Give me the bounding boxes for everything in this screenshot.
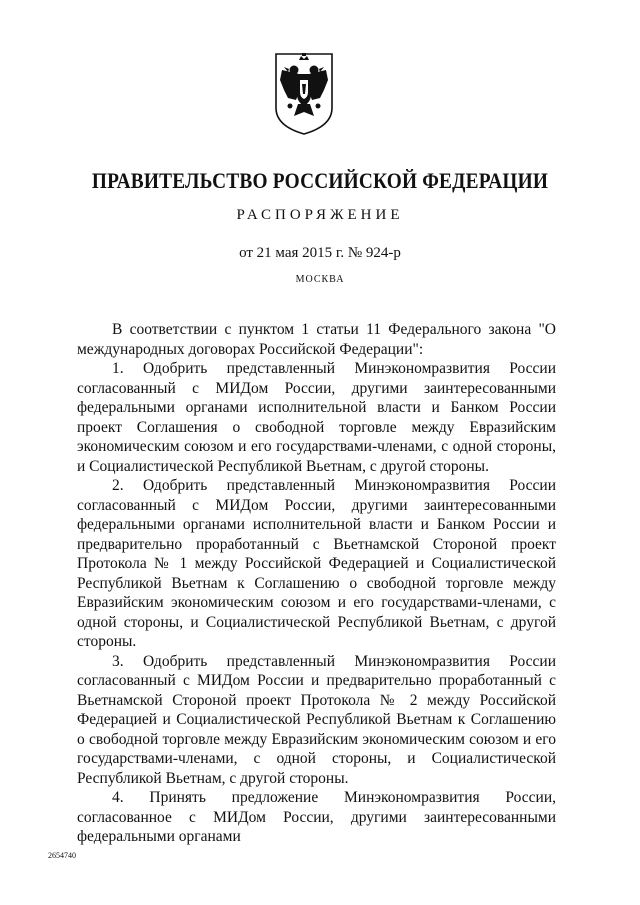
document-type: РАСПОРЯЖЕНИЕ [236,207,404,223]
item-paragraph-2: 2. Одобрить представленный Минэкономразвития России согласованный с МИДом России, другими заинтересованными федеральными органами исполнительной власти и Банком России и предварительно проработанный с Вьетнамской Стороной проект Протокола № 1 между Российской Федерацией и Социалистической Республикой Вьетнам к Соглашению о свободной торговле между Евразийским экономическим союзом и его государствами-членами, с одной стороны, и Социалистической Республикой Вьетнам, с другой стороны. [77,477,556,650]
item-paragraph-3: 3. Одобрить представленный Минэкономразвития России согласованный с МИДом России и предварительно проработанный с Вьетнамской Стороной проект Протокола № 2 между Российской Федерацией и Социалистической Республикой Вьетнам к Соглашению о свободной торговле между Евразийским экономическим союзом и его государствами-членами, с одной стороны, и Социалистической Республикой Вьетнам, с другой стороны. [77,652,556,787]
item-paragraph-4: 4. Принять предложение Минэкономразвития России, согласованное с МИДом России, другими заинтересованными федеральными органами [77,789,556,845]
item-paragraph-1: 1. Одобрить представленный Минэкономразвития России согласованный с МИДом России, другими заинтересованными федеральными органами исполнительной власти и Банком России проект Соглашения о свободной торговле между Евразийским экономическим союзом и его государствами-членами, с одной стороны, и Социалистической Республикой Вьетнам, с другой стороны. [77,360,556,475]
document-code: 2654740 [48,851,76,860]
document-date-number: от 21 мая 2015 г. № 924-р [239,245,401,261]
document-body [77,320,556,847]
document-city: МОСКВА [295,274,345,285]
preamble-paragraph: В соответствии с пунктом 1 статьи 11 Федерального закона "О международных договорах Российской Федерации": [77,321,556,358]
coat-of-arms-icon [272,50,336,136]
government-title: ПРАВИТЕЛЬСТВО РОССИЙСКОЙ ФЕДЕРАЦИИ [91,168,549,193]
